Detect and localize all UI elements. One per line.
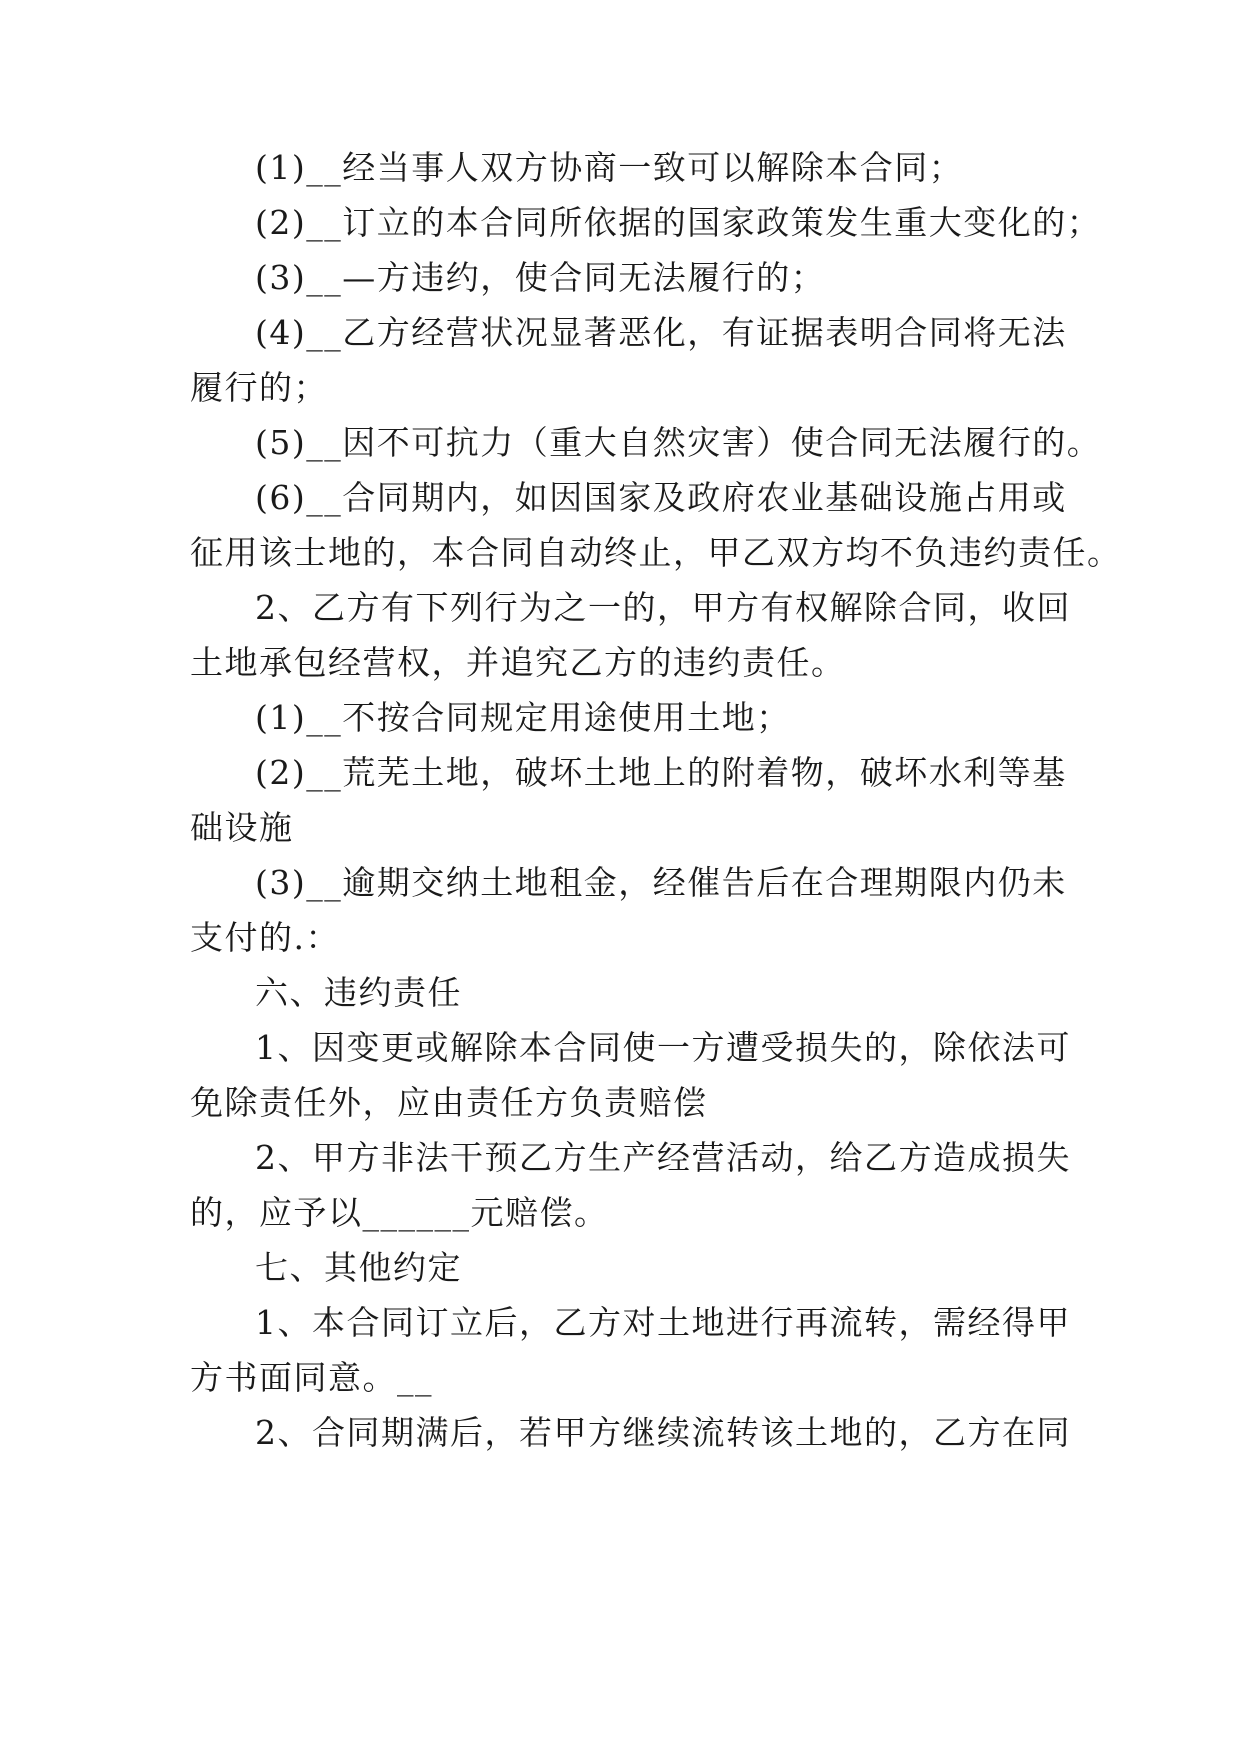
clause-line: 征用该士地的，本合同自动终止，甲乙双方均不负违约责任。: [190, 533, 1122, 572]
clause-line: 2、甲方非法干预乙方生产经营活动，给乙方造成损失: [255, 1138, 1071, 1177]
clause-line: (2)__荒芜土地，破坏土地上的附着物，破坏水利等基: [255, 753, 1067, 792]
section-heading: 六、违约责任: [255, 973, 462, 1012]
clause-line: 的，应予以______元赔偿。: [190, 1193, 609, 1232]
clause-line: 2、合同期满后，若甲方继续流转该土地的，乙方在同: [255, 1413, 1071, 1452]
clause-line: (5)__因不可抗力（重大自然灾害）使合同无法履行的。: [255, 423, 1102, 462]
clause-line: (6)__合同期内，如因国家及政府农业基础设施占用或: [255, 478, 1067, 517]
clause-line: (4)__乙方经营状况显著恶化，有证据表明合同将无法: [255, 313, 1067, 352]
clause-line: 方书面同意。__: [190, 1358, 433, 1397]
clause-line: 1、因变更或解除本合同使一方遭受损失的，除依法可: [255, 1028, 1071, 1067]
clause-line: 础设施: [190, 808, 294, 847]
clause-line: (2)__订立的本合同所依据的国家政策发生重大变化的；: [255, 203, 1102, 242]
clause-line: 履行的；: [190, 368, 328, 407]
clause-line: (3)__—方违约，使合同无法履行的；: [255, 258, 826, 297]
clause-line: (1)__不按合同规定用途使用土地；: [255, 698, 791, 737]
clause-line: 2、乙方有下列行为之一的，甲方有权解除合同，收回: [255, 588, 1071, 627]
clause-line: 土地承包经营权，并追究乙方的违约责任。: [190, 643, 846, 682]
clause-line: 1、本合同订立后，乙方对土地进行再流转，需经得甲: [255, 1303, 1071, 1342]
clause-line: (3)__逾期交纳土地租金，经催告后在合理期限内仍未: [255, 863, 1067, 902]
clause-line: 免除责任外，应由责任方负责赔偿: [190, 1083, 708, 1122]
clause-line: (1)__经当事人双方协商一致可以解除本合同；: [255, 148, 964, 187]
section-heading: 七、其他约定: [255, 1248, 462, 1287]
clause-line: 支付的.：: [190, 918, 340, 957]
